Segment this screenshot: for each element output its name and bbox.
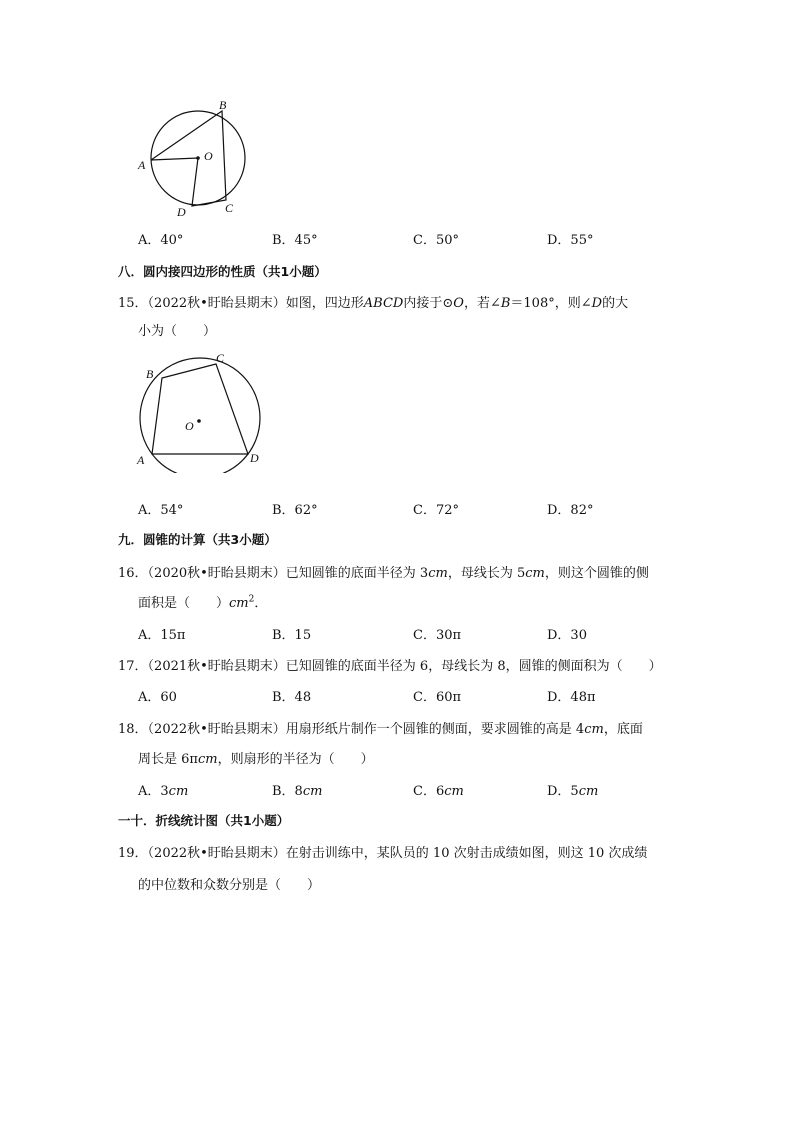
question-17: 17．（2021秋•盱眙县期末）已知圆锥的底面半径为 6，母线长为 8，圆锥的侧面积为（ ）	[118, 659, 662, 674]
q14-option-a[interactable]: A．40°	[138, 233, 184, 248]
q15-option-b[interactable]: B．62°	[272, 503, 318, 518]
q14-option-d[interactable]: D．55°	[547, 233, 594, 248]
q14-option-c[interactable]: C．50°	[413, 233, 459, 248]
q17-option-b[interactable]: B．48	[272, 690, 312, 705]
question-15-line2: 小为（ ）	[138, 324, 217, 339]
label-d: D	[250, 451, 259, 465]
q16-option-a[interactable]: A．15π	[138, 628, 186, 643]
label-o: O	[204, 149, 213, 163]
question-15-line1: 15．（2022秋•盱眙县期末）如图，四边形ABCD内接于⊙O，若∠B＝108°，则∠D的大	[118, 296, 629, 311]
label-c: C	[225, 201, 234, 215]
q17-option-d[interactable]: D．48π	[547, 690, 596, 705]
q16-option-d[interactable]: D．30	[547, 628, 587, 643]
question-18-line2: 周长是 6πcm，则扇形的半径为（ ）	[138, 752, 374, 767]
q18-option-c[interactable]: C．6cm	[413, 784, 464, 799]
q15-option-c[interactable]: C．72°	[413, 503, 459, 518]
section-heading-8: 八．圆内接四边形的性质（共1小题）	[118, 264, 327, 279]
q16-option-b[interactable]: B．15	[272, 628, 312, 643]
q18-option-a[interactable]: A．3cm	[138, 784, 189, 799]
q14-option-b[interactable]: B．45°	[272, 233, 318, 248]
figure-q14-circle	[130, 96, 260, 221]
question-18-line1: 18．（2022秋•盱眙县期末）用扇形纸片制作一个圆锥的侧面，要求圆锥的高是 4cm，底面	[118, 722, 643, 737]
section-heading-10: 一十．折线统计图（共1小题）	[118, 813, 290, 828]
question-16-line2: 面积是（ ）$cm^2$．	[138, 594, 268, 611]
q16-option-c[interactable]: C．30π	[413, 628, 462, 643]
question-19-line1: 19．（2022秋•盱眙县期末）在射击训练中，某队员的 10 次射击成绩如图，则这 10 次成绩	[118, 846, 648, 861]
chord-lines	[151, 111, 226, 206]
q17-option-c[interactable]: C．60π	[413, 690, 462, 705]
question-19-line2: 的中位数和众数分别是（ ）	[138, 878, 321, 893]
center-dot	[196, 156, 200, 160]
label-a: A	[137, 453, 145, 467]
q18-option-b[interactable]: B．8cm	[272, 784, 323, 799]
label-o: O	[185, 419, 194, 433]
label-b: B	[146, 367, 154, 381]
q18-option-d[interactable]: D．5cm	[547, 784, 599, 799]
label-d: D	[177, 205, 186, 219]
label-c: C	[216, 351, 225, 365]
section-heading-9: 九．圆锥的计算（共3小题）	[118, 532, 277, 547]
quadrilateral-abcd	[152, 364, 248, 454]
circle-o	[140, 358, 260, 473]
q15-option-a[interactable]: A．54°	[138, 503, 184, 518]
label-a: A	[138, 158, 146, 172]
question-16-line1: 16．（2020秋•盱眙县期末）已知圆锥的底面半径为 3cm，母线长为 5cm，则这个圆锥的侧	[118, 566, 649, 581]
center-dot	[197, 419, 201, 423]
label-b: B	[219, 98, 227, 112]
figure-q15-circle	[132, 348, 272, 473]
q15-option-d[interactable]: D．82°	[547, 503, 594, 518]
q17-option-a[interactable]: A．60	[138, 690, 177, 705]
